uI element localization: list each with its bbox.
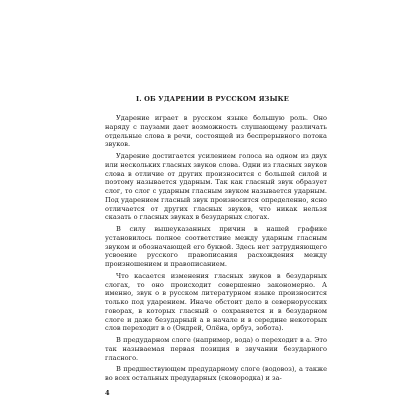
- paragraph: Ударение играет в русском языке большую роль. Оно наряду с паузами дает возможность слушающему различать отдельные слова в речи, состоящей из беспрерывного потока звуков.: [105, 114, 327, 149]
- paragraph: Что касается изменения гласных звуков в безударных слогах, то оно происходит совершенно закономерно. А именно, звук о в русском литературном языке произносится только под ударением. Иначе обстоит дело в севернорусских говорах, в которых гласный о сохраняется и в безударном слоге и даже безударный а в начале и в середине некоторых слов переходит в о (Ондрей, Олёна, орбуз, зобота).: [105, 271, 327, 333]
- paragraph: В силу вышеуказанных причин в нашей графике установилось полное соответствие между ударным гласным звуком и обозначающей его буквой. Здесь нет затрудняющего усвоение русского правописания расхождения между произношением и правописанием.: [105, 225, 327, 268]
- paragraph: Ударение достигается усилением голоса на одном из двух или нескольких гласных звуков слова. Одни из гласных звуков слова в отличие от других произносится с большей силой и поэтому называется ударным. Так как гласный звук образует слог, то слог с ударным гласным звуком называется ударным. Под ударением гласный звук произносится определенно, ясно отличается от других гласных звуков, что никак нельзя сказать о гласных звуках в безударных слогах.: [105, 152, 327, 222]
- paragraph: В предударном слоге (например, вода) о переходит в а. Это так называемая первая позиция в звучании безударного гласного.: [105, 336, 327, 362]
- section-title: I. ОБ УДАРЕНИИ В РУССКОМ ЯЗЫКЕ: [136, 95, 289, 103]
- page-number: 4: [105, 389, 110, 397]
- paragraph: В предшествующем предударному слоге (водовоз), а также во всех остальных предударных (сковородка) и за-: [105, 365, 327, 382]
- body-text: [105, 114, 327, 384]
